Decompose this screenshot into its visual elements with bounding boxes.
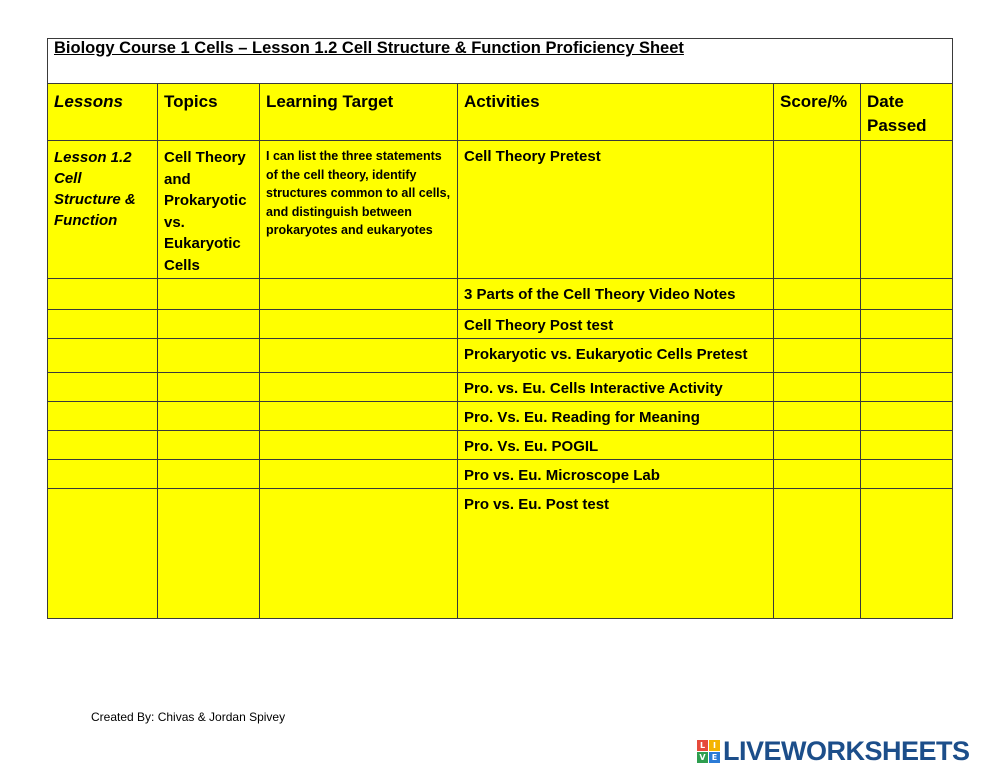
proficiency-table: [47, 38, 953, 619]
score-input-cell[interactable]: [774, 373, 861, 402]
table-row: [48, 339, 953, 373]
logo-mark-letter: E: [709, 752, 720, 763]
lesson-cell: Lesson 1.2 Cell Structure & Function: [48, 141, 158, 279]
empty-cell: [158, 339, 260, 373]
empty-cell: [260, 402, 458, 431]
activity-cell: Pro vs. Eu. Post test: [458, 489, 774, 619]
date-input-cell[interactable]: [861, 402, 953, 431]
empty-cell: [158, 402, 260, 431]
date-input-cell[interactable]: [861, 489, 953, 619]
score-input-cell[interactable]: [774, 489, 861, 619]
score-input-cell[interactable]: [774, 279, 861, 310]
sheet-title: Biology Course 1 Cells – Lesson 1.2 Cell Structure & Function Proficiency Sheet: [48, 39, 953, 84]
table-row: [48, 279, 953, 310]
topic-cell: Cell Theory and Prokaryotic vs. Eukaryotic Cells: [158, 141, 260, 279]
empty-cell: [48, 339, 158, 373]
learning-target-cell: I can list the three statements of the cell theory, identify structures common to all cells, and distinguish between prokaryotes and eukaryotes: [260, 141, 458, 279]
liveworksheets-logo[interactable]: [697, 736, 970, 766]
empty-cell: [260, 339, 458, 373]
header-score: Score/%: [774, 84, 861, 141]
score-input-cell[interactable]: [774, 339, 861, 373]
header-activities: Activities: [458, 84, 774, 141]
date-input-cell[interactable]: [861, 310, 953, 339]
table-row: [48, 310, 953, 339]
empty-cell: [158, 310, 260, 339]
empty-cell: [158, 279, 260, 310]
empty-cell: [158, 431, 260, 460]
empty-cell: [48, 373, 158, 402]
table-row: [48, 373, 953, 402]
empty-cell: [260, 431, 458, 460]
activity-cell: Prokaryotic vs. Eukaryotic Cells Pretest: [458, 339, 774, 373]
created-by-footer: Created By: Chivas & Jordan Spivey: [91, 710, 286, 724]
score-input-cell[interactable]: [774, 431, 861, 460]
empty-cell: [48, 489, 158, 619]
logo-mark-letter: L: [697, 740, 708, 751]
date-input-cell[interactable]: [861, 460, 953, 489]
header-topics: Topics: [158, 84, 260, 141]
table-row: [48, 431, 953, 460]
score-input-cell[interactable]: [774, 141, 861, 279]
header-learning-target: Learning Target: [260, 84, 458, 141]
score-input-cell[interactable]: [774, 402, 861, 431]
empty-cell: [260, 310, 458, 339]
activity-cell: Cell Theory Pretest: [458, 141, 774, 279]
table-row: [48, 141, 953, 279]
table-row: [48, 402, 953, 431]
activity-cell: 3 Parts of the Cell Theory Video Notes: [458, 279, 774, 310]
empty-cell: [260, 373, 458, 402]
activity-cell: Pro vs. Eu. Microscope Lab: [458, 460, 774, 489]
empty-cell: [48, 460, 158, 489]
empty-cell: [158, 460, 260, 489]
logo-text: LIVEWORKSHEETS: [723, 735, 970, 766]
header-row: [48, 84, 953, 141]
logo-mark-letter: V: [697, 752, 708, 763]
empty-cell: [48, 402, 158, 431]
score-input-cell[interactable]: [774, 460, 861, 489]
empty-cell: [158, 373, 260, 402]
empty-cell: [48, 310, 158, 339]
score-input-cell[interactable]: [774, 310, 861, 339]
empty-cell: [48, 279, 158, 310]
date-input-cell[interactable]: [861, 431, 953, 460]
logo-mark-icon: [697, 740, 720, 763]
empty-cell: [260, 460, 458, 489]
activity-cell: Pro. vs. Eu. Cells Interactive Activity: [458, 373, 774, 402]
empty-cell: [260, 489, 458, 619]
activity-cell: Pro. Vs. Eu. POGIL: [458, 431, 774, 460]
date-input-cell[interactable]: [861, 373, 953, 402]
activity-cell: Pro. Vs. Eu. Reading for Meaning: [458, 402, 774, 431]
logo-mark-letter: I: [709, 740, 720, 751]
header-date-passed: Date Passed: [861, 84, 953, 141]
activity-cell: Cell Theory Post test: [458, 310, 774, 339]
date-input-cell[interactable]: [861, 141, 953, 279]
table-row: [48, 460, 953, 489]
empty-cell: [260, 279, 458, 310]
date-input-cell[interactable]: [861, 279, 953, 310]
empty-cell: [48, 431, 158, 460]
table-row: [48, 489, 953, 619]
header-lessons: Lessons: [48, 84, 158, 141]
empty-cell: [158, 489, 260, 619]
title-row: [48, 39, 953, 84]
date-input-cell[interactable]: [861, 339, 953, 373]
